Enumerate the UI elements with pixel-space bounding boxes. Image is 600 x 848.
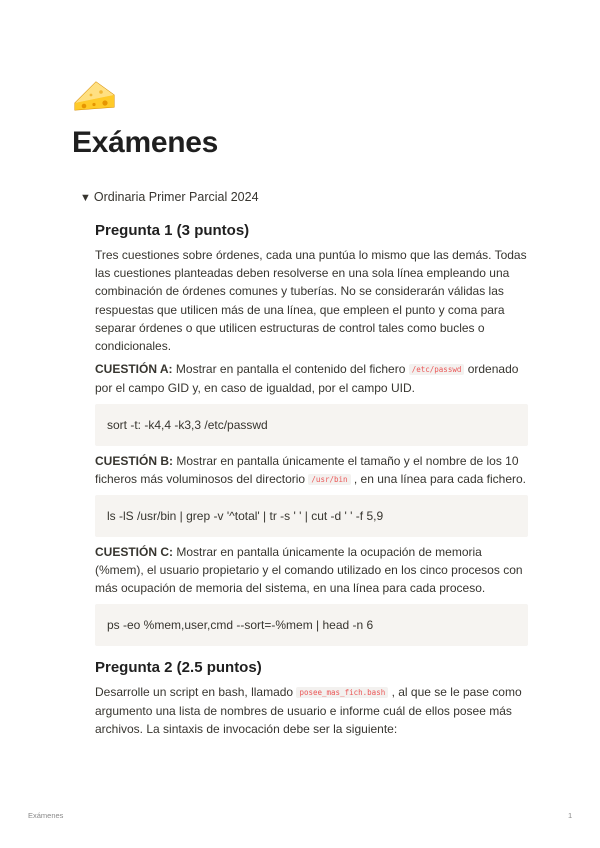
cuestion-b-text: CUESTIÓN B: Mostrar en pantalla únicamente el tamaño y el nombre de los 10 ficheros más voluminosos del directorio /usr/bin , en una línea para cada fichero.	[95, 453, 526, 486]
cuestion-c-label: CUESTIÓN C:	[95, 545, 173, 560]
toggle-content	[95, 220, 528, 738]
pregunta-1-heading: Pregunta 1 (3 puntos)	[95, 222, 250, 239]
pregunta-2-text: Desarrolle un script en bash, llamado posee_mas_fich.bash , al que se le pase como argumento una lista de nombres de usuario e informe cuál de ellos posee más archivos. La sintaxis de invocación debe ser la siguiente:	[95, 684, 522, 737]
toggle-arrow-icon[interactable]: ▼	[80, 192, 91, 204]
code-block-cuestion-c: ps -eo %mem,user,cmd --sort=-%mem | head -n 6	[95, 604, 528, 646]
inline-code-usr-bin: /usr/bin	[308, 474, 350, 485]
footer-title: Exámenes	[28, 811, 64, 820]
pregunta-2-heading: Pregunta 2 (2.5 puntos)	[95, 658, 262, 676]
toggle-label: Ordinaria Primer Parcial 2024	[93, 190, 259, 204]
cuestion-a-label: CUESTIÓN A:	[95, 362, 173, 377]
cuestion-b-label: CUESTIÓN B:	[95, 453, 173, 468]
code-block-cuestion-b: ls -lS /usr/bin | grep -v '^total' | tr -s ' ' | cut -d ' ' -f 5,9	[95, 495, 528, 537]
code-block-cuestion-a: sort -t: -k4,4 -k3,3 /etc/passwd	[95, 404, 528, 446]
pregunta-1-intro: Tres cuestiones sobre órdenes, cada una puntúa lo mismo que las demás. Todas las cuestiones planteadas deben resolverse en una sola línea empleando una combinación de órdenes comunes y tuberías. No se considerarán válidas las respuestas que utilicen más de una línea, que empleen el punto y coma para separar órdenes o que utilicen estructuras de control tales como bucles o condicionales.	[95, 248, 527, 354]
inline-code-etc-passwd: /etc/passwd	[409, 364, 465, 375]
cheese-icon	[72, 76, 118, 112]
page-title: Exámenes	[72, 126, 219, 159]
cuestion-c-text: CUESTIÓN C: Mostrar en pantalla únicamente la ocupación de memoria (%mem), el usuario propietario y el comando utilizado en los cinco procesos con más ocupación de memoria del sistema, en una línea para cada proceso.	[95, 545, 523, 596]
inline-code-script-name: posee_mas_fich.bash	[296, 687, 388, 698]
footer-page-number: 1	[568, 811, 573, 820]
cuestion-a-text: CUESTIÓN A: Mostrar en pantalla el contenido del fichero /etc/passwd ordenado por el campo GID y, en caso de igualdad, por el campo UID.	[95, 362, 519, 396]
toggle-ordinaria-2024[interactable]	[80, 190, 259, 204]
